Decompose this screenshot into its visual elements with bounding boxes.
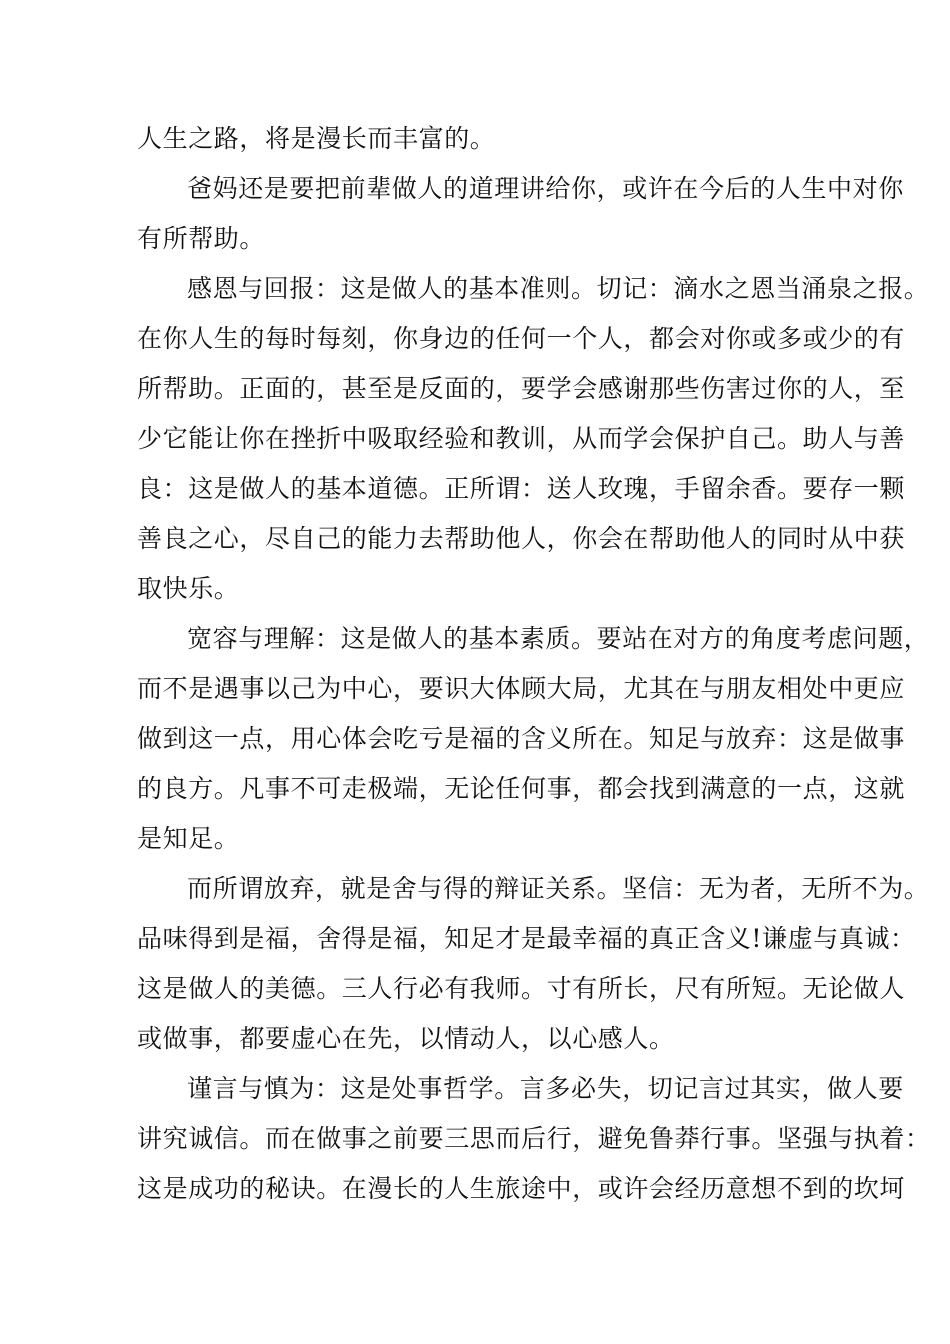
text-line: 有所帮助。: [137, 224, 266, 253]
paragraph-first-line: 感恩与回报：这是做人的基本准则。切记：滴水之恩当涌泉之报。: [187, 274, 930, 303]
paragraph-first-line: 宽容与理解：这是做人的基本素质。要站在对方的角度考虑问题，: [187, 624, 930, 653]
text-line: 是知足。: [137, 824, 240, 853]
text-line: 或做事，都要虚心在先，以情动人，以心感人。: [137, 1024, 675, 1053]
text-line: 的良方。凡事不可走极端，无论任何事，都会找到满意的一点，这就: [137, 774, 906, 803]
paragraph-first-line: 爸妈还是要把前辈做人的道理讲给你，或许在今后的人生中对你: [187, 174, 904, 203]
paragraph-first-line: 谨言与慎为：这是处事哲学。言多必失，切记言过其实，做人要: [187, 1074, 904, 1103]
text-line: 做到这一点，用心体会吃亏是福的含义所在。知足与放弃：这是做事: [137, 724, 906, 753]
text-line: 这是做人的美德。三人行必有我师。寸有所长，尺有所短。无论做人: [137, 974, 906, 1003]
paragraph-first-line: 而所谓放弃，就是舍与得的辩证关系。坚信：无为者，无所不为。: [187, 874, 930, 903]
text-line: 这是成功的秘诀。在漫长的人生旅途中，或许会经历意想不到的坎坷: [137, 1174, 906, 1203]
text-line: 所帮助。正面的，甚至是反面的，要学会感谢那些伤害过你的人，至: [137, 374, 906, 403]
text-line: 取快乐。: [137, 574, 240, 603]
text-line: 在你人生的每时每刻，你身边的任何一个人，都会对你或多或少的有: [137, 324, 906, 353]
text-line: 少它能让你在挫折中吸取经验和教训，从而学会保护自己。助人与善: [137, 424, 906, 453]
text-line: 而不是遇事以己为中心，要识大体顾大局，尤其在与朋友相处中更应: [137, 674, 906, 703]
text-line: 善良之心，尽自己的能力去帮助他人，你会在帮助他人的同时从中获: [137, 524, 906, 553]
text-line: 品味得到是福，舍得是福，知足才是最幸福的真正含义!谦虚与真诚：: [137, 924, 916, 953]
text-line: 良：这是做人的基本道德。正所谓：送人玫瑰，手留余香。要存一颗: [137, 474, 906, 503]
text-line: 人生之路，将是漫长而丰富的。: [137, 124, 496, 153]
document-body: [137, 114, 931, 1214]
text-line: 讲究诚信。而在做事之前要三思而后行，避免鲁莽行事。坚强与执着：: [137, 1124, 931, 1153]
